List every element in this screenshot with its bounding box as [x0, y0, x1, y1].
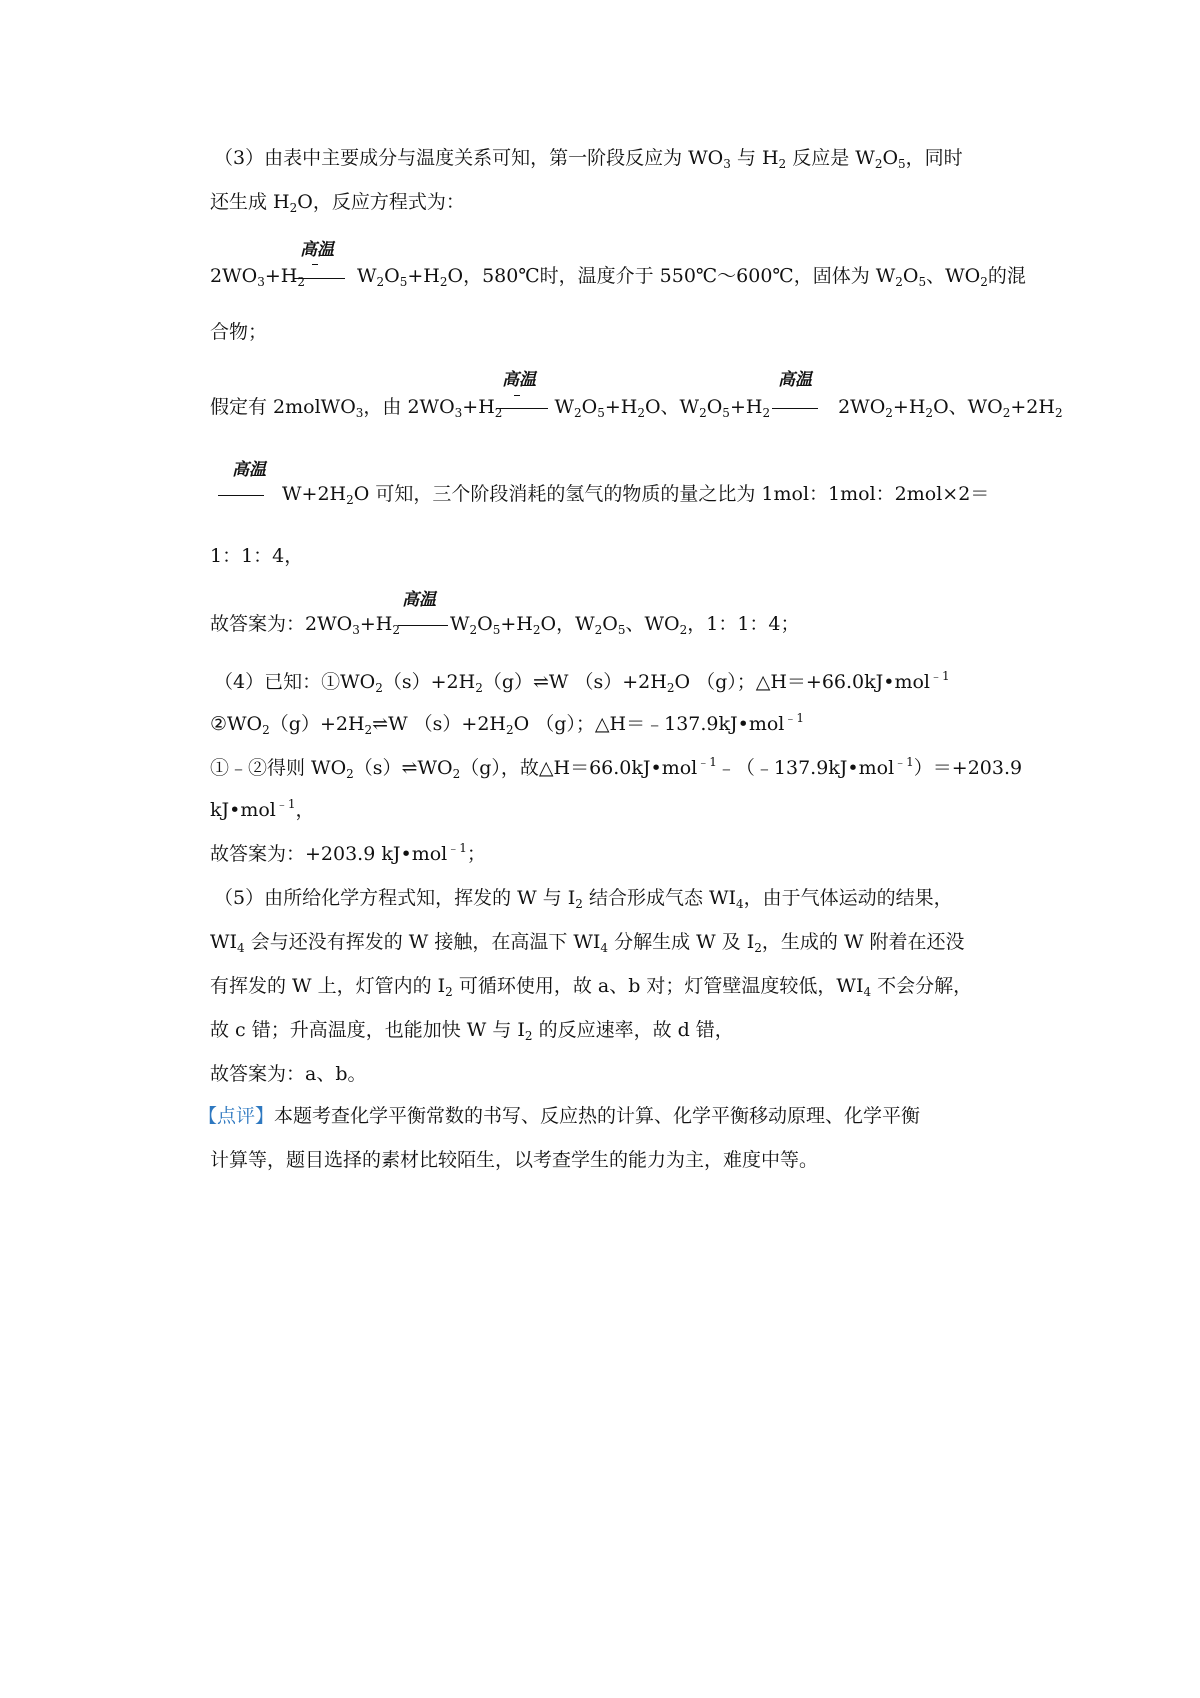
text: 结合形成气态 WI [588, 887, 737, 909]
text: 会与还没有挥发的 W 接触，在高温下 WI [250, 931, 601, 953]
text: O [882, 147, 899, 169]
text: 反应是 W [792, 147, 875, 169]
para3-line7: 1：1：4， [210, 545, 304, 567]
text: O [581, 396, 598, 418]
text: （4）已知：①WO [214, 671, 376, 693]
text: ； [466, 843, 486, 865]
text: O，W [540, 613, 595, 635]
text: ，生成的 W 附着在还没 [761, 931, 965, 953]
subscript: 2 [575, 897, 583, 911]
superscript: ﹣1 [275, 797, 296, 811]
para4-line4 [210, 798, 315, 822]
answer-line-3 [210, 612, 800, 636]
reaction-condition-label: 高温 [402, 590, 436, 610]
equation-c-line [282, 482, 989, 506]
subscript: 5 [918, 275, 927, 289]
text: O （g）；△H＝﹣137.9kJ•mol [513, 713, 785, 735]
text: +H [604, 396, 638, 418]
text: 可循环使用，故 a、b 对；灯管壁温度较低，WI [458, 975, 864, 997]
subscript: 2 [895, 275, 903, 289]
text: （g），故△H＝66.0kJ•mol [460, 757, 698, 779]
reaction-condition-label: 高温 [232, 460, 266, 480]
text: 分解生成 W 及 I [614, 931, 755, 953]
subscript: 2 [392, 623, 400, 637]
subscript: 2 [346, 767, 354, 781]
para5-line1 [214, 886, 953, 910]
subscript: 2 [573, 406, 582, 420]
subscript: 5 [722, 406, 730, 420]
subscript: 2 [506, 723, 514, 737]
subscript: 2 [754, 941, 762, 955]
subscript: 4 [237, 941, 245, 955]
subscript: 2 [1054, 406, 1063, 420]
text: O 可知，三个阶段消耗的氢气的物质的量之比为 1mol：1mol：2mol×2＝ [353, 483, 990, 505]
para5-line3 [210, 974, 972, 998]
superscript: ﹣1 [447, 841, 467, 855]
text: O [384, 265, 400, 287]
text: 、WO [926, 265, 981, 287]
text: O （g）；△H＝+66.0kJ•mol [674, 671, 931, 693]
text: O [706, 396, 723, 418]
subscript: 2 [699, 406, 707, 420]
text: ）＝+203.9 [913, 757, 1023, 779]
text: 2WO [838, 396, 886, 418]
text: O [902, 265, 919, 287]
text: +H [462, 396, 495, 418]
text: W [554, 396, 574, 418]
subscript: 2 [364, 723, 373, 737]
subscript: 2 [679, 623, 688, 637]
subscript: 2 [297, 275, 305, 289]
subscript: 2 [494, 406, 503, 420]
text: kJ•mol [210, 799, 276, 821]
text: WI [210, 931, 238, 953]
text: O [477, 613, 493, 635]
subscript: 5 [492, 623, 501, 637]
para3-line1 [214, 146, 963, 170]
subscript: 4 [600, 941, 609, 955]
subscript: 2 [262, 723, 270, 737]
review-line2: 计算等，题目选择的素材比较陌生，以考查学生的能力为主，难度中等。 [210, 1149, 819, 1171]
text: W [356, 265, 377, 287]
text: O [602, 613, 618, 635]
subscript: 2 [445, 985, 453, 999]
superscript: ﹣1 [894, 755, 914, 769]
text: ， [295, 799, 315, 821]
text: 还生成 H [210, 191, 290, 213]
reaction-condition-label: 高温 [778, 370, 812, 390]
subscript: 2 [532, 623, 541, 637]
text: ，由于气体运动的结果， [743, 887, 953, 909]
text: 、WO [625, 613, 680, 635]
subscript: 2 [346, 493, 354, 507]
text: 故答案为：2WO [210, 613, 353, 635]
text: （5）由所给化学方程式知，挥发的 W 与 I [214, 887, 576, 909]
equation-a-line [210, 264, 1026, 288]
subscript: 2 [289, 201, 298, 215]
subscript: 3 [454, 406, 463, 420]
text: +2H [1010, 396, 1055, 418]
review-tag: 【点评】 [198, 1105, 275, 1127]
para4-answer [210, 842, 486, 866]
text: 不会分解， [877, 975, 973, 997]
para3-line4: 合物； [210, 321, 268, 343]
text: （g）+2H [269, 713, 365, 735]
superscript: ﹣1 [930, 669, 950, 683]
subscript: 2 [375, 681, 383, 695]
text: （s）⇌WO [353, 757, 453, 779]
text: ，1：1：4； [687, 613, 800, 635]
subscript: 2 [778, 157, 787, 171]
review-line1 [198, 1104, 920, 1128]
text: +H [359, 613, 393, 635]
subscript: 5 [617, 623, 626, 637]
text: +H [729, 396, 763, 418]
subscript: 2 [980, 275, 988, 289]
subscript: 3 [257, 275, 265, 289]
para4-line2 [210, 712, 804, 736]
subscript: 2 [439, 275, 448, 289]
text: ②WO [210, 713, 263, 735]
subscript: 2 [376, 275, 385, 289]
text: 2WO [210, 265, 258, 287]
para5-line2 [210, 930, 965, 954]
text: O，反应方程式为： [297, 191, 465, 213]
superscript: ﹣1 [784, 711, 805, 725]
para5-answer: 故答案为：a、b。 [210, 1063, 367, 1085]
text: 有挥发的 W 上，灯管内的 I [210, 975, 446, 997]
subscript: 2 [874, 157, 883, 171]
para3-line2 [210, 190, 465, 214]
text: 的混 [987, 265, 1026, 287]
subscript: 2 [594, 623, 603, 637]
text: 故 c 错；升高温度，也能加快 W 与 I [210, 1019, 525, 1041]
text: 本题考查化学平衡常数的书写、反应热的计算、化学平衡移动原理、化学平衡 [274, 1105, 921, 1127]
text: ①﹣②得则 WO [210, 757, 347, 779]
equation-b-line [210, 395, 1063, 419]
text: O、W [644, 396, 700, 418]
superscript: ﹣1 [697, 755, 717, 769]
subscript: 5 [597, 406, 605, 420]
subscript: 2 [666, 681, 675, 695]
subscript: 4 [736, 897, 744, 911]
subscript: 3 [723, 157, 731, 171]
text: （g）⇌W （s）+2H [482, 671, 667, 693]
para5-line4 [210, 1018, 734, 1042]
text: O、WO [933, 396, 1003, 418]
text: O，580℃时，温度介于 550℃～600℃，固体为 W [447, 265, 896, 287]
subscript: 3 [352, 623, 360, 637]
subscript: 2 [475, 681, 483, 695]
text: （3）由表中主要成分与温度关系可知，第一阶段反应为 WO [214, 147, 724, 169]
text: （s）+2H [382, 671, 476, 693]
subscript: 2 [637, 406, 645, 420]
para4-line1 [214, 670, 950, 694]
text: W+2H [282, 483, 347, 505]
text: +H [264, 265, 298, 287]
subscript: 2 [469, 623, 478, 637]
text: W [449, 613, 470, 635]
text: 假定有 2molWO [210, 396, 356, 418]
text: +H [892, 396, 926, 418]
text: ，由 2WO [363, 396, 455, 418]
reaction-arrow-line [218, 495, 264, 496]
subscript: 2 [452, 767, 461, 781]
subscript: 3 [355, 406, 364, 420]
text: 与 H [736, 147, 779, 169]
reaction-condition-label: 高温 [300, 240, 334, 260]
text: ⇌W （s）+2H [372, 713, 506, 735]
subscript: 2 [1002, 406, 1011, 420]
text: 故答案为：+203.9 kJ•mol [210, 843, 448, 865]
subscript: 2 [762, 406, 771, 420]
text: +H [500, 613, 533, 635]
subscript: 5 [898, 157, 906, 171]
subscript: 2 [925, 406, 934, 420]
text: +H [407, 265, 440, 287]
para4-line3 [210, 756, 1022, 780]
subscript: 2 [885, 406, 893, 420]
text: ﹣（﹣137.9kJ•mol [716, 757, 895, 779]
text: ，同时 [905, 147, 963, 169]
subscript: 4 [863, 985, 872, 999]
subscript: 5 [399, 275, 408, 289]
text: 的反应速率，故 d 错， [538, 1019, 734, 1041]
reaction-condition-label: 高温 [502, 370, 536, 390]
subscript: 2 [524, 1029, 533, 1043]
